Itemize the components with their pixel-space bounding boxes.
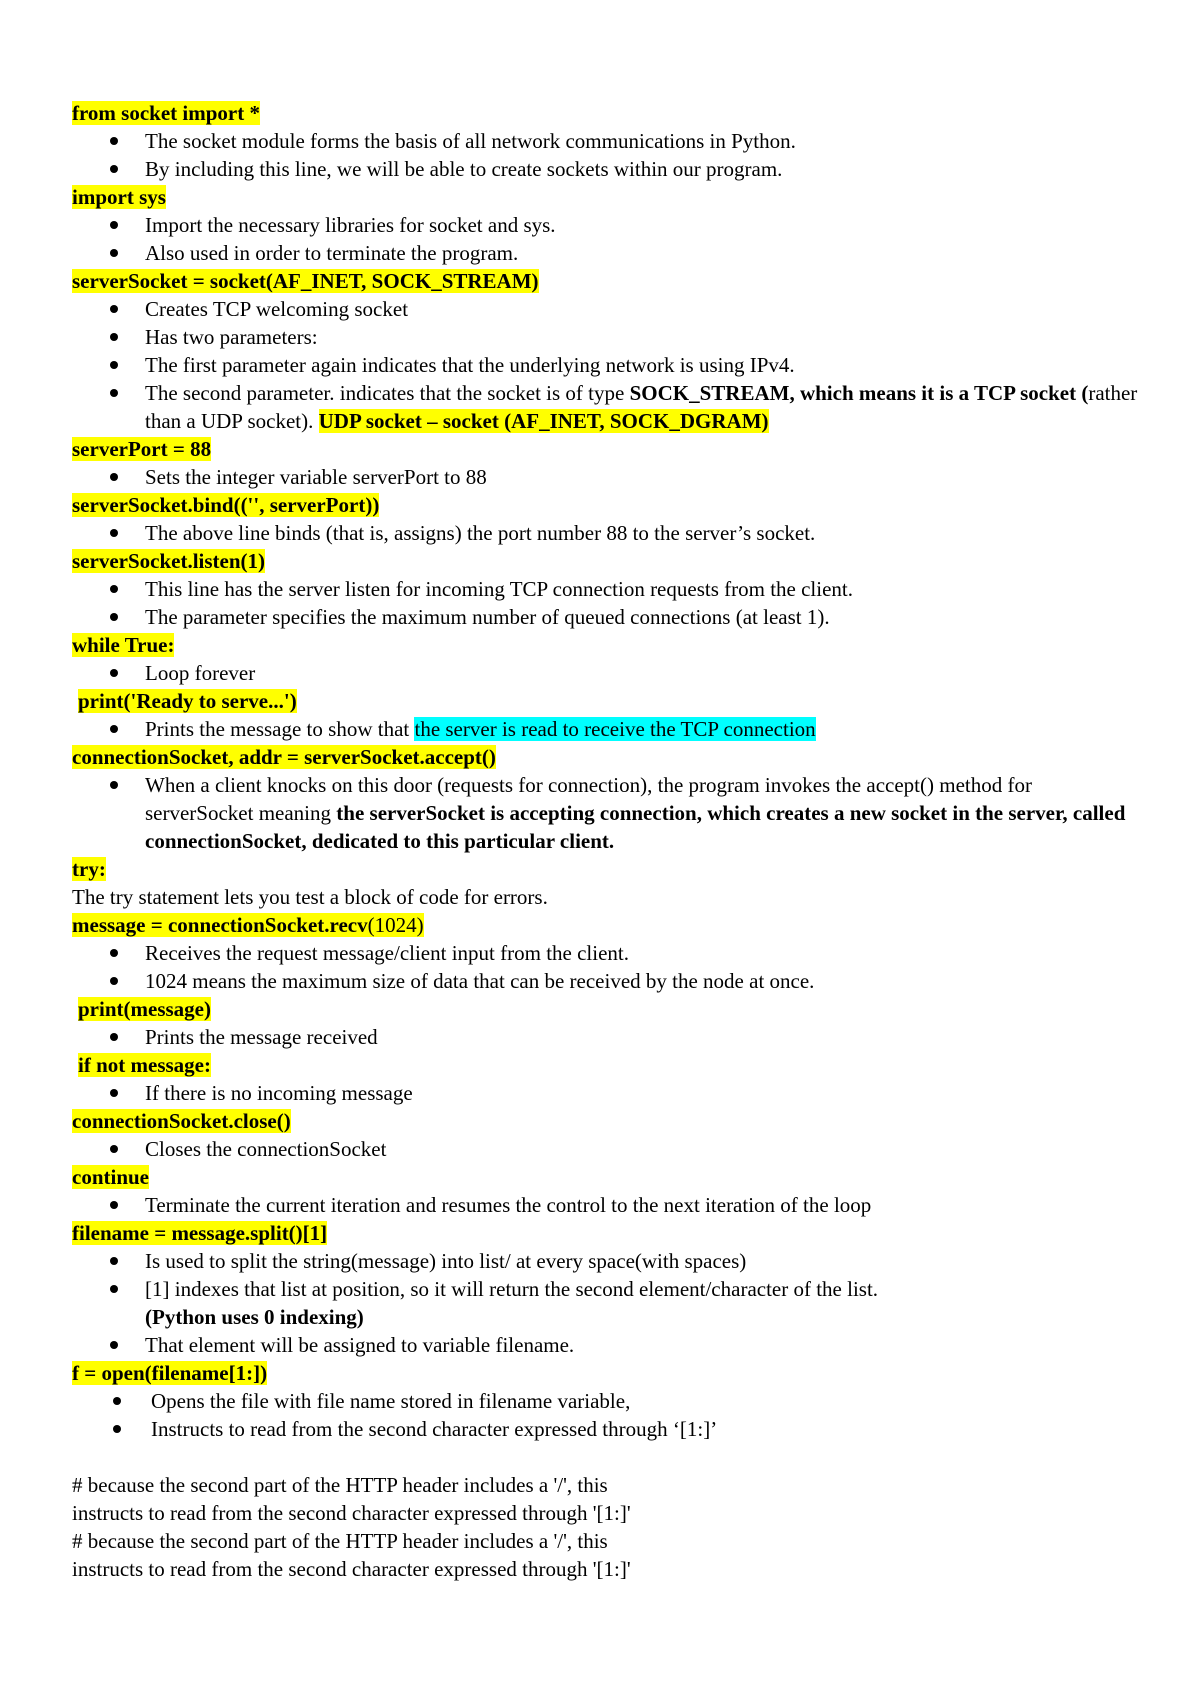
bullet-list (72, 1135, 1142, 1163)
bullet-list (72, 939, 1142, 995)
blank-line (72, 1443, 1142, 1471)
code-text: from socket import * (72, 101, 260, 125)
list-item: The above line binds (that is, assigns) the port number 88 to the server’s socket. (72, 519, 1142, 547)
code-text-bold: message = connectionSocket.recv (72, 913, 368, 937)
list-item: Sets the integer variable serverPort to 88 (72, 463, 1142, 491)
bullet-list (72, 1247, 1142, 1359)
code-line (72, 1107, 1142, 1135)
code-line (72, 995, 1142, 1023)
code-text: if not message: (78, 1053, 211, 1077)
list-item-bold-text: (Python uses 0 indexing) (145, 1305, 364, 1329)
code-text: serverSocket = socket(AF_INET, SOCK_STREAM) (72, 269, 539, 293)
code-line (72, 631, 1142, 659)
cyan-highlight-text: the server is read to receive the TCP connection (414, 717, 816, 741)
code-text: serverPort = 88 (72, 437, 212, 461)
code-text: continue (72, 1165, 150, 1189)
list-item: The socket module forms the basis of all network communications in Python. (72, 127, 1142, 155)
list-item: That element will be assigned to variable filename. (72, 1331, 1142, 1359)
list-item: The first parameter again indicates that the underlying network is using IPv4. (72, 351, 1142, 379)
udp-socket-highlight: UDP socket – socket (AF_INET, SOCK_DGRAM) (318, 409, 769, 433)
list-item: Closes the connectionSocket (72, 1135, 1142, 1163)
list-item: Has two parameters: (72, 323, 1142, 351)
list-item (72, 379, 1142, 435)
code-text: while True: (72, 633, 175, 657)
bullet-list (72, 295, 1142, 435)
code-text: try: (72, 857, 106, 881)
list-item (72, 715, 1142, 743)
code-text: print('Ready to serve...') (78, 689, 297, 713)
code-line (72, 687, 1142, 715)
list-item: By including this line, we will be able to create sockets within our program. (72, 155, 1142, 183)
code-line (72, 1359, 1142, 1387)
bullet-list (72, 463, 1142, 491)
paragraph: The try statement lets you test a block of code for errors. (72, 885, 548, 909)
list-item: Prints the message received (72, 1023, 1142, 1051)
list-item-bold-text: the serverSocket is accepting connection, which creates a new socket in the server, called connectionSocket, dedicated to this particular client. (145, 801, 1126, 853)
bullet-list (72, 575, 1142, 631)
code-line (72, 911, 1142, 939)
list-item: 1024 means the maximum size of data that can be received by the node at once. (72, 967, 1142, 995)
list-item: Creates TCP welcoming socket (72, 295, 1142, 323)
list-item: Is used to split the string(message) into list/ at every space(with spaces) (72, 1247, 1142, 1275)
code-line (72, 1051, 1142, 1079)
code-text: import sys (72, 185, 166, 209)
code-line (72, 435, 1142, 463)
bullet-list (72, 715, 1142, 743)
bullet-list (72, 1023, 1142, 1051)
code-text-tail: (1024) (367, 913, 424, 937)
bullet-list (72, 127, 1142, 183)
bullet-list (72, 519, 1142, 547)
list-item-text: The second parameter. indicates that the socket is of type (145, 381, 630, 405)
list-item-text: Prints the message to show that (145, 717, 415, 741)
code-text: f = open(filename[1:]) (72, 1361, 268, 1385)
comment-line: instructs to read from the second character expressed through '[1:]' (72, 1557, 631, 1581)
comment-line: # because the second part of the HTTP header includes a '/', this (72, 1473, 608, 1497)
list-item: Import the necessary libraries for socket and sys. (72, 211, 1142, 239)
code-text: filename = message.split()[1] (72, 1221, 328, 1245)
code-line (72, 743, 1142, 771)
list-item: Terminate the current iteration and resumes the control to the next iteration of the loop (72, 1191, 1142, 1219)
bullet-list (72, 1387, 1142, 1443)
list-item: Loop forever (72, 659, 1142, 687)
code-line (72, 547, 1142, 575)
list-item (72, 771, 1142, 855)
list-item-bold-text: SOCK_STREAM, which means it is a TCP socket ( (629, 381, 1089, 405)
code-line (72, 267, 1142, 295)
list-item: Opens the file with file name stored in filename variable, (72, 1387, 1142, 1415)
code-text: connectionSocket, addr = serverSocket.accept() (72, 745, 496, 769)
code-text (72, 913, 424, 937)
code-line (72, 1219, 1142, 1247)
bullet-list (72, 211, 1142, 267)
list-item: This line has the server listen for incoming TCP connection requests from the client. (72, 575, 1142, 603)
list-item: If there is no incoming message (72, 1079, 1142, 1107)
bullet-list (72, 659, 1142, 687)
code-line (72, 855, 1142, 883)
list-item-text: When a client knocks on this door (requests for connection), the program invokes the accept() method for serverSocket meaning (145, 773, 1032, 825)
comment-line: # because the second part of the HTTP header includes a '/', this (72, 1529, 608, 1553)
list-item: Instructs to read from the second character expressed through ‘[1:]’ (72, 1415, 1142, 1443)
code-line (72, 1163, 1142, 1191)
bullet-list (72, 1191, 1142, 1219)
comment-line: instructs to read from the second character expressed through '[1:]' (72, 1501, 631, 1525)
code-text: serverSocket.listen(1) (72, 549, 266, 573)
code-line (72, 491, 1142, 519)
bullet-list (72, 771, 1142, 855)
list-item: The parameter specifies the maximum number of queued connections (at least 1). (72, 603, 1142, 631)
list-item-text: [1] indexes that list at position, so it will return the second element/character of the list. (145, 1277, 879, 1301)
list-item: Receives the request message/client input from the client. (72, 939, 1142, 967)
list-item: Also used in order to terminate the program. (72, 239, 1142, 267)
bullet-list (72, 1079, 1142, 1107)
document-body (72, 99, 1142, 1583)
code-text: print(message) (78, 997, 211, 1021)
code-text: serverSocket.bind(('', serverPort)) (72, 493, 380, 517)
code-text: connectionSocket.close() (72, 1109, 291, 1133)
code-line (72, 99, 1142, 127)
list-item (72, 1275, 1142, 1331)
list-item-text: rather than a UDP socket). (145, 381, 1138, 433)
code-line (72, 183, 1142, 211)
